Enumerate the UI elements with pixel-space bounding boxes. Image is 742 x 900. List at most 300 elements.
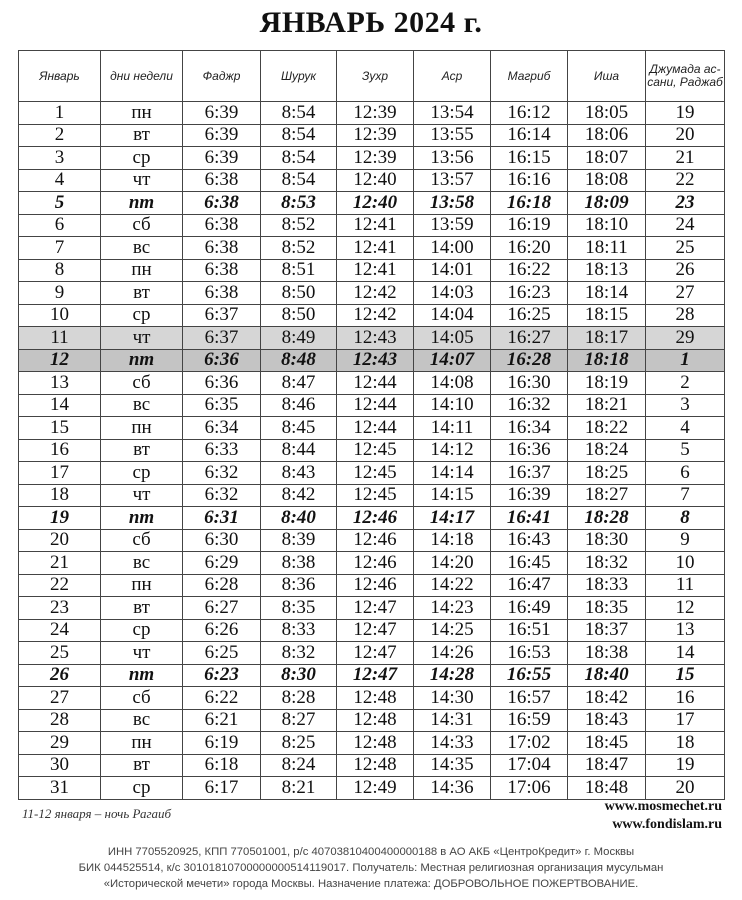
- cell-fajr: 6:38: [183, 237, 261, 260]
- cell-fajr: 6:32: [183, 484, 261, 507]
- cell-day: 30: [19, 754, 101, 777]
- cell-shuruk: 8:43: [261, 462, 337, 485]
- cell-maghrib: 16:53: [491, 642, 568, 665]
- cell-shuruk: 8:47: [261, 372, 337, 395]
- cell-hijri: 22: [646, 169, 725, 192]
- cell-hijri: 19: [646, 754, 725, 777]
- cell-isha: 18:22: [568, 417, 646, 440]
- cell-maghrib: 16:32: [491, 394, 568, 417]
- cell-fajr: 6:38: [183, 259, 261, 282]
- table-row: [19, 462, 725, 485]
- cell-fajr: 6:22: [183, 687, 261, 710]
- cell-isha: 18:13: [568, 259, 646, 282]
- cell-isha: 18:33: [568, 574, 646, 597]
- cell-day: 22: [19, 574, 101, 597]
- cell-weekday: вс: [101, 237, 183, 260]
- cell-hijri: 4: [646, 417, 725, 440]
- cell-hijri: 26: [646, 259, 725, 282]
- cell-isha: 18:10: [568, 214, 646, 237]
- cell-zuhr: 12:48: [337, 754, 414, 777]
- website-link-mosmechet[interactable]: www.mosmechet.ru: [604, 799, 722, 814]
- cell-shuruk: 8:50: [261, 282, 337, 305]
- table-row: [19, 282, 725, 305]
- cell-maghrib: 17:06: [491, 777, 568, 800]
- table-row: [19, 642, 725, 665]
- cell-shuruk: 8:54: [261, 124, 337, 147]
- cell-shuruk: 8:44: [261, 439, 337, 462]
- cell-hijri: 21: [646, 147, 725, 170]
- cell-hijri: 3: [646, 394, 725, 417]
- cell-asr: 14:22: [414, 574, 491, 597]
- cell-fajr: 6:38: [183, 282, 261, 305]
- cell-zuhr: 12:46: [337, 552, 414, 575]
- cell-day: 14: [19, 394, 101, 417]
- cell-maghrib: 16:30: [491, 372, 568, 395]
- cell-shuruk: 8:33: [261, 619, 337, 642]
- cell-maghrib: 16:36: [491, 439, 568, 462]
- table-row: [19, 754, 725, 777]
- cell-shuruk: 8:40: [261, 507, 337, 530]
- cell-zuhr: 12:45: [337, 439, 414, 462]
- cell-zuhr: 12:47: [337, 597, 414, 620]
- rагаиб-note: 11-12 января – ночь Рагаиб: [22, 806, 172, 821]
- cell-zuhr: 12:43: [337, 349, 414, 372]
- cell-asr: 14:18: [414, 529, 491, 552]
- cell-hijri: 15: [646, 664, 725, 687]
- cell-shuruk: 8:52: [261, 214, 337, 237]
- cell-isha: 18:35: [568, 597, 646, 620]
- cell-isha: 18:17: [568, 327, 646, 350]
- cell-day: 29: [19, 732, 101, 755]
- table-row: [19, 664, 725, 687]
- cell-shuruk: 8:35: [261, 597, 337, 620]
- cell-asr: 14:08: [414, 372, 491, 395]
- cell-isha: 18:11: [568, 237, 646, 260]
- cell-fajr: 6:18: [183, 754, 261, 777]
- cell-isha: 18:45: [568, 732, 646, 755]
- cell-weekday: чт: [101, 484, 183, 507]
- table-row: [19, 619, 725, 642]
- cell-hijri: 19: [646, 102, 725, 125]
- cell-isha: 18:25: [568, 462, 646, 485]
- bank-details-line-2: БИК 044525514, к/с 30101810700000000514119017. Получатель: Местная религиозная организация мусульман: [78, 862, 664, 874]
- cell-fajr: 6:30: [183, 529, 261, 552]
- cell-day: 2: [19, 124, 101, 147]
- cell-weekday: сб: [101, 687, 183, 710]
- cell-weekday: ср: [101, 619, 183, 642]
- cell-fajr: 6:37: [183, 327, 261, 350]
- cell-asr: 14:30: [414, 687, 491, 710]
- cell-shuruk: 8:45: [261, 417, 337, 440]
- cell-weekday: вт: [101, 282, 183, 305]
- cell-maghrib: 16:14: [491, 124, 568, 147]
- cell-fajr: 6:38: [183, 214, 261, 237]
- cell-asr: 14:26: [414, 642, 491, 665]
- cell-shuruk: 8:24: [261, 754, 337, 777]
- cell-day: 24: [19, 619, 101, 642]
- cell-day: 11: [19, 327, 101, 350]
- cell-day: 20: [19, 529, 101, 552]
- cell-isha: 18:48: [568, 777, 646, 800]
- cell-weekday: сб: [101, 529, 183, 552]
- cell-maghrib: 16:12: [491, 102, 568, 125]
- cell-shuruk: 8:42: [261, 484, 337, 507]
- table-row: [19, 597, 725, 620]
- cell-shuruk: 8:54: [261, 147, 337, 170]
- cell-weekday: пт: [101, 192, 183, 215]
- cell-asr: 13:58: [414, 192, 491, 215]
- cell-day: 18: [19, 484, 101, 507]
- cell-hijri: 28: [646, 304, 725, 327]
- page-title: ЯНВАРЬ 2024 г.: [259, 6, 483, 39]
- table-row: [19, 102, 725, 125]
- cell-fajr: 6:28: [183, 574, 261, 597]
- table-row: [19, 192, 725, 215]
- table-row: [19, 552, 725, 575]
- cell-fajr: 6:21: [183, 709, 261, 732]
- cell-asr: 14:25: [414, 619, 491, 642]
- cell-zuhr: 12:45: [337, 462, 414, 485]
- table-row: [19, 169, 725, 192]
- column-header-zuhr: Зухр: [337, 51, 414, 102]
- cell-asr: 14:15: [414, 484, 491, 507]
- cell-day: 5: [19, 192, 101, 215]
- cell-shuruk: 8:28: [261, 687, 337, 710]
- cell-maghrib: 16:27: [491, 327, 568, 350]
- cell-zuhr: 12:47: [337, 664, 414, 687]
- column-header-weekday: дни недели: [101, 51, 183, 102]
- cell-maghrib: 16:55: [491, 664, 568, 687]
- cell-hijri: 13: [646, 619, 725, 642]
- cell-weekday: пт: [101, 664, 183, 687]
- cell-maghrib: 16:39: [491, 484, 568, 507]
- cell-hijri: 10: [646, 552, 725, 575]
- cell-day: 23: [19, 597, 101, 620]
- cell-asr: 14:28: [414, 664, 491, 687]
- cell-hijri: 11: [646, 574, 725, 597]
- cell-hijri: 6: [646, 462, 725, 485]
- cell-day: 27: [19, 687, 101, 710]
- cell-fajr: 6:17: [183, 777, 261, 800]
- cell-maghrib: 16:51: [491, 619, 568, 642]
- cell-weekday: чт: [101, 169, 183, 192]
- cell-day: 19: [19, 507, 101, 530]
- cell-asr: 14:33: [414, 732, 491, 755]
- cell-zuhr: 12:39: [337, 102, 414, 125]
- cell-day: 15: [19, 417, 101, 440]
- cell-hijri: 2: [646, 372, 725, 395]
- cell-day: 8: [19, 259, 101, 282]
- table-row: [19, 214, 725, 237]
- table-row: [19, 327, 725, 350]
- cell-weekday: пн: [101, 732, 183, 755]
- cell-maghrib: 16:25: [491, 304, 568, 327]
- cell-hijri: 17: [646, 709, 725, 732]
- cell-fajr: 6:39: [183, 124, 261, 147]
- cell-zuhr: 12:49: [337, 777, 414, 800]
- cell-hijri: 24: [646, 214, 725, 237]
- cell-maghrib: 16:18: [491, 192, 568, 215]
- cell-maghrib: 16:34: [491, 417, 568, 440]
- table-row: [19, 372, 725, 395]
- cell-weekday: сб: [101, 372, 183, 395]
- cell-fajr: 6:36: [183, 372, 261, 395]
- column-header-hijri: Джумада ас-сани, Раджаб: [646, 51, 725, 102]
- cell-zuhr: 12:39: [337, 147, 414, 170]
- table-row: [19, 349, 725, 372]
- cell-isha: 18:18: [568, 349, 646, 372]
- cell-fajr: 6:38: [183, 192, 261, 215]
- cell-asr: 14:10: [414, 394, 491, 417]
- cell-asr: 14:00: [414, 237, 491, 260]
- cell-zuhr: 12:41: [337, 214, 414, 237]
- cell-isha: 18:42: [568, 687, 646, 710]
- cell-asr: 14:20: [414, 552, 491, 575]
- cell-weekday: вт: [101, 754, 183, 777]
- cell-hijri: 14: [646, 642, 725, 665]
- cell-asr: 13:54: [414, 102, 491, 125]
- cell-fajr: 6:37: [183, 304, 261, 327]
- column-header-maghrib: Магриб: [491, 51, 568, 102]
- table-row: [19, 732, 725, 755]
- cell-weekday: вт: [101, 439, 183, 462]
- cell-weekday: ср: [101, 777, 183, 800]
- cell-asr: 14:07: [414, 349, 491, 372]
- cell-asr: 13:59: [414, 214, 491, 237]
- cell-isha: 18:40: [568, 664, 646, 687]
- cell-weekday: ср: [101, 147, 183, 170]
- cell-weekday: вт: [101, 124, 183, 147]
- prayer-times-table: [18, 50, 725, 800]
- cell-weekday: сб: [101, 214, 183, 237]
- cell-maghrib: 16:47: [491, 574, 568, 597]
- cell-hijri: 27: [646, 282, 725, 305]
- cell-day: 17: [19, 462, 101, 485]
- table-row: [19, 507, 725, 530]
- table-row: [19, 777, 725, 800]
- cell-weekday: пт: [101, 507, 183, 530]
- table-body: [19, 102, 725, 800]
- table-row: [19, 259, 725, 282]
- cell-zuhr: 12:47: [337, 642, 414, 665]
- cell-hijri: 12: [646, 597, 725, 620]
- cell-hijri: 20: [646, 777, 725, 800]
- cell-zuhr: 12:42: [337, 282, 414, 305]
- table-row: [19, 574, 725, 597]
- cell-asr: 14:36: [414, 777, 491, 800]
- column-header-shuruk: Шурук: [261, 51, 337, 102]
- cell-hijri: 16: [646, 687, 725, 710]
- cell-hijri: 23: [646, 192, 725, 215]
- cell-maghrib: 16:43: [491, 529, 568, 552]
- cell-shuruk: 8:49: [261, 327, 337, 350]
- cell-hijri: 8: [646, 507, 725, 530]
- cell-isha: 18:08: [568, 169, 646, 192]
- cell-fajr: 6:23: [183, 664, 261, 687]
- cell-isha: 18:32: [568, 552, 646, 575]
- cell-hijri: 20: [646, 124, 725, 147]
- cell-fajr: 6:25: [183, 642, 261, 665]
- cell-weekday: вс: [101, 709, 183, 732]
- cell-day: 10: [19, 304, 101, 327]
- cell-day: 25: [19, 642, 101, 665]
- cell-hijri: 29: [646, 327, 725, 350]
- cell-asr: 14:31: [414, 709, 491, 732]
- cell-zuhr: 12:46: [337, 574, 414, 597]
- cell-shuruk: 8:54: [261, 169, 337, 192]
- cell-fajr: 6:26: [183, 619, 261, 642]
- cell-maghrib: 16:16: [491, 169, 568, 192]
- cell-shuruk: 8:53: [261, 192, 337, 215]
- table-row: [19, 237, 725, 260]
- cell-shuruk: 8:38: [261, 552, 337, 575]
- cell-isha: 18:07: [568, 147, 646, 170]
- cell-hijri: 18: [646, 732, 725, 755]
- cell-weekday: пн: [101, 102, 183, 125]
- cell-shuruk: 8:25: [261, 732, 337, 755]
- cell-isha: 18:06: [568, 124, 646, 147]
- cell-fajr: 6:38: [183, 169, 261, 192]
- cell-day: 7: [19, 237, 101, 260]
- cell-fajr: 6:33: [183, 439, 261, 462]
- cell-isha: 18:19: [568, 372, 646, 395]
- cell-isha: 18:14: [568, 282, 646, 305]
- cell-zuhr: 12:40: [337, 192, 414, 215]
- cell-maghrib: 16:41: [491, 507, 568, 530]
- cell-shuruk: 8:21: [261, 777, 337, 800]
- cell-shuruk: 8:36: [261, 574, 337, 597]
- bank-details-line-3: «Исторической мечети» города Москвы. Назначение платежа: ДОБРОВОЛЬНОЕ ПОЖЕРТВОВАНИЕ.: [103, 878, 639, 890]
- cell-weekday: вс: [101, 552, 183, 575]
- cell-asr: 14:05: [414, 327, 491, 350]
- cell-fajr: 6:34: [183, 417, 261, 440]
- table-row: [19, 394, 725, 417]
- cell-asr: 14:35: [414, 754, 491, 777]
- cell-isha: 18:43: [568, 709, 646, 732]
- cell-fajr: 6:27: [183, 597, 261, 620]
- website-link-fondislam[interactable]: www.fondislam.ru: [612, 817, 722, 832]
- cell-day: 28: [19, 709, 101, 732]
- cell-hijri: 7: [646, 484, 725, 507]
- table-row: [19, 709, 725, 732]
- cell-zuhr: 12:46: [337, 507, 414, 530]
- cell-day: 16: [19, 439, 101, 462]
- cell-maghrib: 16:15: [491, 147, 568, 170]
- cell-shuruk: 8:52: [261, 237, 337, 260]
- cell-asr: 13:57: [414, 169, 491, 192]
- cell-maghrib: 16:59: [491, 709, 568, 732]
- cell-maghrib: 16:49: [491, 597, 568, 620]
- cell-day: 4: [19, 169, 101, 192]
- cell-hijri: 5: [646, 439, 725, 462]
- cell-fajr: 6:29: [183, 552, 261, 575]
- cell-isha: 18:21: [568, 394, 646, 417]
- cell-weekday: пн: [101, 417, 183, 440]
- cell-maghrib: 16:28: [491, 349, 568, 372]
- table-row: [19, 147, 725, 170]
- cell-maghrib: 16:23: [491, 282, 568, 305]
- cell-zuhr: 12:39: [337, 124, 414, 147]
- cell-maghrib: 16:45: [491, 552, 568, 575]
- cell-asr: 13:56: [414, 147, 491, 170]
- cell-zuhr: 12:45: [337, 484, 414, 507]
- cell-zuhr: 12:48: [337, 732, 414, 755]
- column-header-asr: Аср: [414, 51, 491, 102]
- cell-asr: 14:04: [414, 304, 491, 327]
- cell-zuhr: 12:44: [337, 417, 414, 440]
- cell-isha: 18:15: [568, 304, 646, 327]
- cell-weekday: пн: [101, 259, 183, 282]
- cell-day: 31: [19, 777, 101, 800]
- cell-shuruk: 8:30: [261, 664, 337, 687]
- cell-shuruk: 8:50: [261, 304, 337, 327]
- cell-fajr: 6:35: [183, 394, 261, 417]
- cell-maghrib: 17:04: [491, 754, 568, 777]
- cell-maghrib: 16:20: [491, 237, 568, 260]
- cell-shuruk: 8:32: [261, 642, 337, 665]
- table-row: [19, 484, 725, 507]
- cell-maghrib: 16:22: [491, 259, 568, 282]
- cell-day: 3: [19, 147, 101, 170]
- cell-shuruk: 8:46: [261, 394, 337, 417]
- cell-zuhr: 12:40: [337, 169, 414, 192]
- cell-asr: 14:23: [414, 597, 491, 620]
- cell-fajr: 6:36: [183, 349, 261, 372]
- cell-zuhr: 12:48: [337, 687, 414, 710]
- cell-hijri: 9: [646, 529, 725, 552]
- cell-hijri: 1: [646, 349, 725, 372]
- cell-weekday: пт: [101, 349, 183, 372]
- cell-zuhr: 12:41: [337, 259, 414, 282]
- cell-weekday: ср: [101, 304, 183, 327]
- bank-details-line-1: ИНН 7705520925, КПП 770501001, р/с 40703810400400000188 в АО АКБ «ЦентроКредит» г. Москвы: [107, 846, 635, 858]
- cell-shuruk: 8:27: [261, 709, 337, 732]
- cell-shuruk: 8:39: [261, 529, 337, 552]
- cell-maghrib: 16:57: [491, 687, 568, 710]
- cell-zuhr: 12:46: [337, 529, 414, 552]
- table-row: [19, 529, 725, 552]
- cell-fajr: 6:39: [183, 102, 261, 125]
- cell-zuhr: 12:44: [337, 394, 414, 417]
- cell-zuhr: 12:44: [337, 372, 414, 395]
- cell-isha: 18:24: [568, 439, 646, 462]
- cell-fajr: 6:32: [183, 462, 261, 485]
- cell-asr: 14:01: [414, 259, 491, 282]
- table-row: [19, 439, 725, 462]
- cell-asr: 14:03: [414, 282, 491, 305]
- cell-asr: 14:17: [414, 507, 491, 530]
- table-row: [19, 124, 725, 147]
- cell-asr: 14:14: [414, 462, 491, 485]
- cell-weekday: пн: [101, 574, 183, 597]
- cell-fajr: 6:19: [183, 732, 261, 755]
- cell-day: 21: [19, 552, 101, 575]
- cell-shuruk: 8:48: [261, 349, 337, 372]
- cell-zuhr: 12:42: [337, 304, 414, 327]
- cell-maghrib: 17:02: [491, 732, 568, 755]
- cell-shuruk: 8:54: [261, 102, 337, 125]
- cell-isha: 18:09: [568, 192, 646, 215]
- cell-asr: 13:55: [414, 124, 491, 147]
- column-header-month: Январь: [19, 51, 101, 102]
- cell-day: 26: [19, 664, 101, 687]
- cell-isha: 18:37: [568, 619, 646, 642]
- cell-day: 9: [19, 282, 101, 305]
- table-row: [19, 687, 725, 710]
- cell-day: 13: [19, 372, 101, 395]
- cell-isha: 18:30: [568, 529, 646, 552]
- cell-zuhr: 12:43: [337, 327, 414, 350]
